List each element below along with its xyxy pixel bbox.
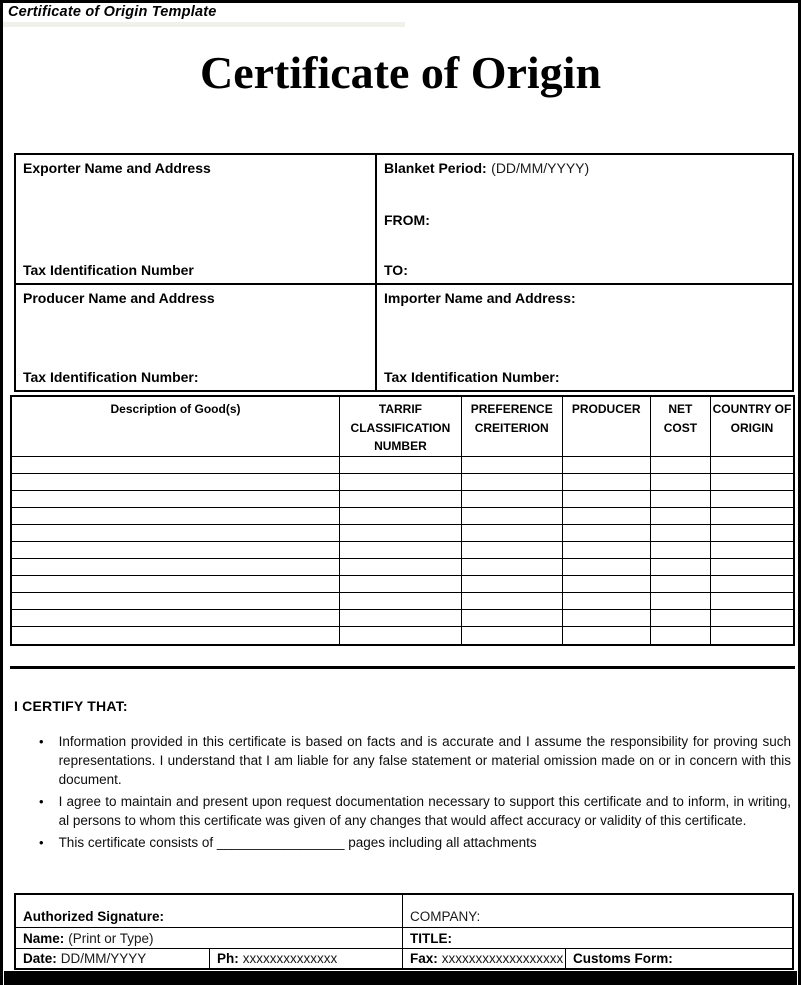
goods-empty-cell [651,627,711,644]
template-header-label: Certificate of Origin Template [8,4,217,20]
producer-cell [16,285,377,390]
name-title-row [16,928,792,949]
goods-empty-cell [563,525,651,542]
goods-empty-cell [563,508,651,525]
importer-label: Importer Name and Address: [384,290,576,306]
goods-empty-cell [563,457,651,474]
certify-heading: I CERTIFY THAT: [14,698,128,714]
goods-empty-row [12,457,793,474]
fax-cell [403,949,566,968]
blanket-period-format: (DD/MM/YYYY) [491,160,590,176]
goods-empty-cell [711,457,793,474]
goods-empty-cell [12,610,340,627]
title-cell [403,928,792,948]
company-cell [403,895,792,927]
authorized-signature-label: Authorized Signature: [23,909,164,924]
goods-empty-cell [462,542,563,559]
goods-empty-cell [12,525,340,542]
goods-empty-cell [651,508,711,525]
exporter-label: Exporter Name and Address [23,160,211,176]
goods-empty-cell [711,525,793,542]
bullet-icon: • [39,835,44,850]
producer-tax-label: Tax Identification Number: [23,369,199,385]
goods-empty-cell [340,457,462,474]
goods-empty-cell [340,525,462,542]
goods-empty-cell [12,474,340,491]
date-cell [16,949,210,968]
goods-header-row [12,397,793,457]
name-hint: (Print or Type) [68,930,154,946]
goods-empty-row [12,627,793,644]
goods-empty-cell [340,610,462,627]
certify-bullet-item [39,732,791,789]
goods-column-header: PREFERENCE CREITERION [462,397,563,457]
phone-value: xxxxxxxxxxxxxx [242,951,338,966]
goods-empty-cell [12,457,340,474]
certify-bullet-list [39,732,791,855]
goods-empty-cell [563,559,651,576]
signature-row [16,895,792,928]
bullet-text: Information provided in this certificate is based on facts and is accurate and I assume the responsibility for proving such representations. I understand that I am liable for any false statement or material omission made on or in concern with this document. [58,734,791,787]
goods-empty-cell [651,491,711,508]
goods-empty-cell [12,491,340,508]
goods-empty-cell [651,610,711,627]
goods-empty-cell [462,457,563,474]
goods-table-underline [10,666,795,669]
goods-empty-cell [12,542,340,559]
goods-empty-row [12,525,793,542]
bottom-bar [4,971,797,985]
date-value: DD/MM/YYYY [60,951,147,966]
parties-table [14,153,794,392]
goods-empty-cell [462,474,563,491]
phone-label: Ph: [217,951,239,966]
goods-empty-row [12,610,793,627]
goods-empty-cell [563,627,651,644]
title-label: TITLE: [410,930,452,946]
goods-empty-cell [651,525,711,542]
goods-empty-cell [711,610,793,627]
authorized-signature-cell [16,895,403,927]
goods-empty-cell [651,559,711,576]
goods-empty-row [12,508,793,525]
goods-empty-cell [711,576,793,593]
goods-empty-row [12,593,793,610]
blanket-period-cell [377,155,792,283]
goods-empty-cell [462,491,563,508]
company-label: COMPANY: [410,909,481,924]
goods-column-header: PRODUCER [563,397,651,457]
goods-empty-cell [563,576,651,593]
goods-empty-cell [340,627,462,644]
producer-importer-row [16,285,792,390]
goods-empty-cell [711,491,793,508]
name-label: Name: [23,930,65,946]
blanket-period-line [384,160,785,178]
goods-empty-cell [711,559,793,576]
goods-table [10,395,795,646]
goods-body [12,457,793,644]
goods-empty-cell [462,508,563,525]
goods-empty-cell [462,610,563,627]
signature-table [14,893,794,970]
bullet-icon: • [39,734,44,749]
date-label: Date: [23,951,57,966]
goods-empty-cell [340,491,462,508]
goods-empty-cell [563,542,651,559]
document-title: Certificate of Origin [199,47,602,98]
producer-label: Producer Name and Address [23,290,215,306]
goods-empty-cell [563,610,651,627]
exporter-cell [16,155,377,283]
goods-empty-row [12,559,793,576]
bullet-text: I agree to maintain and present upon request documentation necessary to support this certificate and to inform, in writing, al persons to whom this certificate was given of any changes that would affect accuracy or validity of this certificate. [58,794,791,828]
fax-value: xxxxxxxxxxxxxxxxxx [441,951,564,966]
phone-cell [210,949,403,968]
from-label: FROM: [384,212,430,228]
goods-empty-cell [711,593,793,610]
customs-form-label: Customs Form: [573,951,673,966]
goods-empty-cell [12,508,340,525]
goods-empty-cell [462,593,563,610]
goods-empty-cell [462,576,563,593]
goods-empty-row [12,491,793,508]
goods-empty-cell [563,474,651,491]
importer-tax-label: Tax Identification Number: [384,369,560,385]
fax-label: Fax: [410,951,438,966]
date-ph-fax-row [16,949,792,968]
goods-empty-cell [462,559,563,576]
to-label: TO: [384,262,408,278]
goods-empty-row [12,542,793,559]
header-underline [3,22,405,27]
goods-empty-cell [340,593,462,610]
goods-empty-cell [340,576,462,593]
goods-column-header: NET COST [651,397,711,457]
goods-empty-cell [340,542,462,559]
goods-empty-cell [711,542,793,559]
goods-empty-cell [651,576,711,593]
exporter-tax-label: Tax Identification Number [23,262,194,278]
goods-column-header: TARRIF CLASSIFICATION NUMBER [340,397,462,457]
goods-empty-row [12,474,793,491]
customs-form-cell [566,949,792,968]
goods-empty-cell [12,576,340,593]
goods-empty-cell [12,593,340,610]
name-cell [16,928,403,948]
goods-empty-cell [651,457,711,474]
goods-empty-cell [711,627,793,644]
goods-empty-cell [651,593,711,610]
goods-empty-cell [340,508,462,525]
goods-empty-cell [651,542,711,559]
bullet-icon: • [39,794,44,809]
goods-empty-cell [563,491,651,508]
goods-empty-row [12,576,793,593]
goods-column-header: Description of Good(s) [12,397,340,457]
goods-empty-cell [651,474,711,491]
goods-empty-cell [711,508,793,525]
goods-column-header: COUNTRY OF ORIGIN [711,397,793,457]
goods-empty-cell [12,559,340,576]
goods-empty-cell [462,627,563,644]
exporter-blanket-row [16,155,792,285]
goods-empty-cell [340,559,462,576]
certify-bullet-item [39,833,791,852]
blanket-period-label: Blanket Period: [384,160,487,176]
importer-cell [377,285,792,390]
goods-empty-cell [462,525,563,542]
goods-empty-cell [340,474,462,491]
bullet-text: This certificate consists of _________________ pages including all attachments [58,835,537,850]
goods-empty-cell [563,593,651,610]
goods-empty-cell [711,474,793,491]
certify-bullet-item [39,792,791,830]
goods-empty-cell [12,627,340,644]
